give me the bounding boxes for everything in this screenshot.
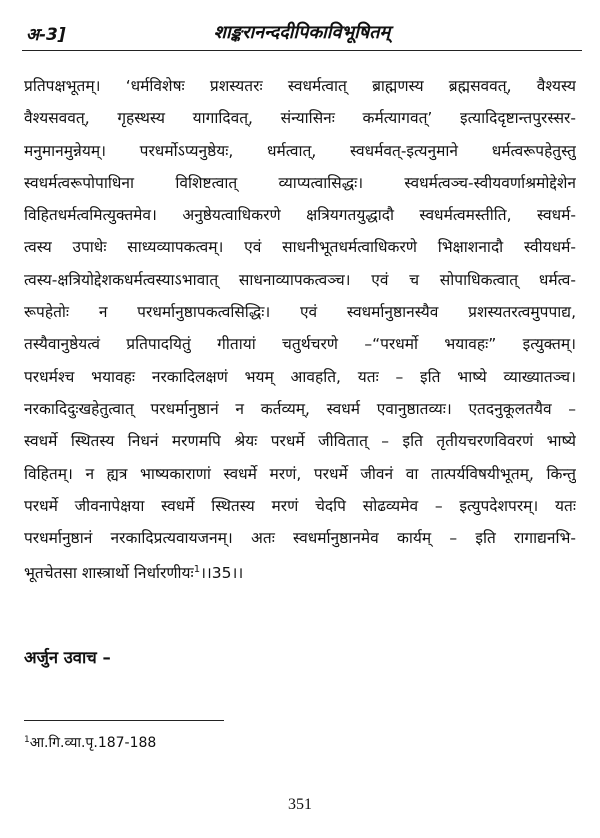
text-line: परधर्मे जीवनापेक्षया स्वधर्मे स्थितस्य मरणं चेदपि सोढव्यमेव – इत्युपदेशपरम्। यतः	[24, 496, 576, 515]
text-line: विहितम्। न ह्यत्र भाष्यकाराणां स्वधर्मे मरणं, परधर्मे जीवनं वा तात्पर्यविषयीभूतम्, किन्तु	[24, 464, 576, 483]
speaker-heading: अर्जुन उवाच –	[24, 648, 111, 667]
text-line: तस्यैवानुष्ठेयत्वं प्रतिपादयितुं गीतायां चतुर्थचरणे –“परधर्मो भयावहः” इत्युक्तम्।	[24, 335, 576, 354]
header-rule	[22, 50, 582, 51]
footnote-marker: 1	[24, 735, 30, 745]
text-line: त्वस्य उपाधेः साध्यव्यापकत्वम्। एवं साधनीभूतधर्मत्वाधिकरणे भिक्षाशनादौ स्वीयधर्म-	[24, 238, 576, 257]
text-line: प्रतिपक्षभूतम्। ‘धर्मविशेषः प्रशस्यतरः स्वधर्मत्वात् ब्राह्मणस्य ब्रह्मसववत्, वैश्यस्य	[24, 77, 576, 95]
footnote-text: आ.गि.व्या.पृ.187-188	[29, 735, 157, 751]
running-header	[22, 14, 582, 48]
text-line: रूपहेतोः न परधर्मानुष्ठापकत्वसिद्धिः। एवं स्वधर्मानुष्ठानस्यैव प्रशस्यतरत्वमुपपाद्य,	[24, 303, 576, 322]
footnote-rule	[24, 720, 224, 721]
verse-number: ।।35।।	[200, 564, 244, 583]
commentary-text	[24, 70, 576, 587]
text-line-last	[24, 554, 576, 586]
text-line: नरकादिदुःखहेतुत्वात् परधर्मानुष्ठानं न कर्तव्यम्, स्वधर्म एवानुष्ठातव्यः। एतदनुकूलतयैव –	[24, 399, 576, 418]
text-line: परधर्मश्च भयावहः नरकादिलक्षणं भयम् आवहति, यतः – इति भाष्ये व्याख्यातञ्च।	[24, 367, 576, 386]
running-title: शाङ्करानन्ददीपिकाविभूषितम्	[213, 22, 391, 43]
text-line: विहितधर्मत्वमित्युक्तमेव। अनुष्ठेयत्वाधिकरणे क्षत्रियगतयुद्धादौ स्वधर्मत्वमस्तीति, स्वधर्म-	[24, 206, 576, 225]
text-line: वैश्यसववत्, गृहस्थस्य यागादिवत्, संन्यासिनः कर्मत्यागवत्’ इत्यादिदृष्टान्तपुरस्सर-	[24, 109, 576, 128]
chapter-reference: अ-3]	[26, 25, 66, 45]
text-line: स्वधर्मत्वरूपोपाधिना विशिष्टत्वात् व्याप्यत्वासिद्धः। स्वधर्मत्वञ्च-स्वीयवर्णाश्रमोद्देशेन	[24, 173, 576, 192]
footnote-reference: 1	[193, 564, 201, 576]
text-line: परधर्मानुष्ठानं नरकादिप्रत्यवायजनम्। अतः स्वधर्मानुष्ठानमेव कार्यम् – इति रागाद्यनभि-	[24, 529, 576, 548]
page-number: 351	[288, 796, 312, 813]
text-line-final: भूतचेतसा शास्त्रार्थो निर्धारणीयः	[24, 564, 194, 583]
footnote	[24, 733, 156, 752]
text-line: त्वस्य-क्षत्रियोद्देशकधर्मत्वस्याऽभावात् साधनाव्यापकत्वञ्च। एवं च सोपाधिकत्वात् धर्मत्व-	[24, 270, 576, 289]
text-line: स्वधर्मे स्थितस्य निधनं मरणमपि श्रेयः परधर्मे जीवितात् – इति तृतीयचरणविवरणं भाष्ये	[24, 432, 576, 451]
text-line: मनुमानमुन्नेयम्। परधर्मोऽप्यनुष्ठेयः, धर्मत्वात्, स्वधर्मवत्-इत्यनुमाने धर्मत्वरूपहेतुस्तु	[24, 141, 576, 160]
